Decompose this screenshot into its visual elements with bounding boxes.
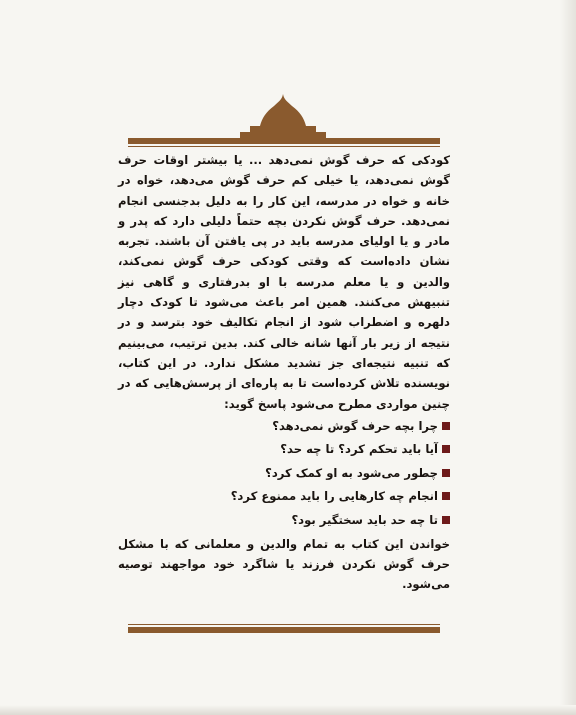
square-bullet-icon: [442, 516, 450, 524]
question-text: چرا بچه حرف گوش نمی‌دهد؟: [272, 418, 438, 433]
question-text: انجام چه کارهایی را باید ممنوع کرد؟: [230, 489, 438, 504]
square-bullet-icon: [442, 422, 450, 430]
question-text: تا چه حد باید سختگیر بود؟: [291, 512, 438, 527]
page-edge-bottom: [0, 705, 576, 715]
dome-ornament-icon: [240, 92, 326, 142]
square-bullet-icon: [442, 492, 450, 500]
question-text: چطور می‌شود به او کمک کرد؟: [265, 465, 438, 480]
page-edge: [560, 0, 576, 715]
square-bullet-icon: [442, 445, 450, 453]
closing-paragraph: خواندن این کتاب به تمام والدین و معلمانی که با مشکل حرف گوش نکردن فرزند یا شاگرد خود مواجهند توصیه می‌شود.: [118, 536, 450, 592]
bottom-rule-thin: [128, 624, 440, 625]
list-item: [118, 485, 450, 509]
body-text: [118, 150, 450, 595]
top-rule-thin: [128, 146, 440, 147]
top-rule: [128, 138, 440, 144]
question-list: [118, 414, 450, 532]
square-bullet-icon: [442, 469, 450, 477]
list-item: [118, 414, 450, 438]
question-text: آیا باید تحکم کرد؟ تا چه حد؟: [280, 442, 438, 457]
list-item: [118, 461, 450, 485]
list-item: [118, 508, 450, 532]
intro-paragraph: کودکی که حرف گوش نمی‌دهد ... یا بیشتر اوقات حرف گوش نمی‌دهد، یا خیلی کم حرف گوش می‌دهد، خواه در خانه و خواه در مدرسه، این کار را به دلیل بدجنسی انجام نمی‌دهد. حرف گوش نکردن بچه حتماً دلیلی دارد که پدر و مادر و یا اولیای مدرسه باید در پی یافتن آن باشند. تجربه نشان داده‌است که وقتی کودکی حرف گوش نمی‌کند، والدین و یا معلم مدرسه با او بدرفتاری و گاهی نیز تنبیهش می‌کنند. همین امر باعث می‌شود تا کودک دچار دلهره و اضطراب شود از انجام تکالیف خود بترسد و در نتیجه از زیر بار آنها شانه خالی کند. بدین ترتیب، می‌بینیم که تنبیه نتیجه‌ای جز تشدید مشکل ندارد. در این کتاب، نویسنده تلاش کرده‌است تا به پاره‌ای از پرسش‌هایی که در چنین مواردی مطرح می‌شود پاسخ گوید:: [118, 153, 450, 411]
bottom-rule: [128, 627, 440, 633]
list-item: [118, 437, 450, 461]
